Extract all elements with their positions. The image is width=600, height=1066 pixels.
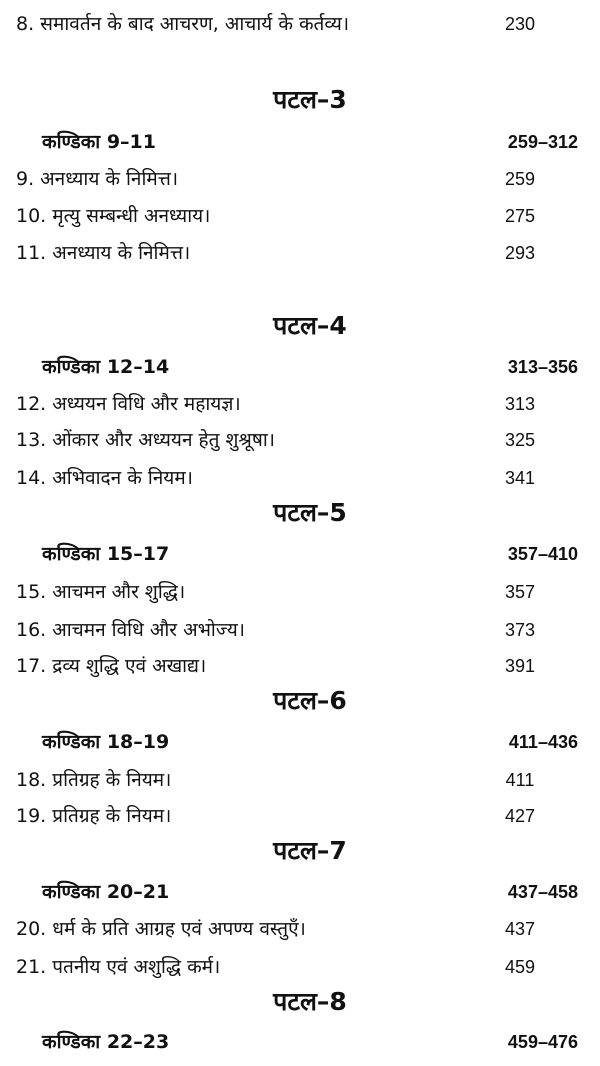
entry-page-number: 391 (504, 656, 536, 676)
kandika-range-row (0, 124, 600, 160)
entry-page-number: 259 (504, 169, 536, 189)
entry-title: 17. द्रव्य शुद्धि एवं अखाद्य। (16, 655, 207, 677)
entry-title: 18. प्रतिग्रह के नियम। (16, 769, 172, 791)
entry-page-number: 313 (504, 394, 536, 414)
kandika-range-row (0, 874, 600, 910)
kandika-page-range: 411–436 (508, 732, 578, 752)
section-heading-patal-4: पटल–4 (273, 311, 347, 340)
toc-entry (0, 161, 600, 197)
kandika-range-label: कण्डिका 12–14 (42, 356, 170, 378)
toc-entry (0, 574, 600, 610)
toc-entry (0, 235, 600, 271)
section-heading-patal-3: पटल–3 (273, 85, 347, 114)
section-heading-patal-7: पटल–7 (273, 836, 347, 865)
kandika-range-label: कण्डिका 15–17 (42, 543, 170, 565)
toc-entry (0, 612, 600, 648)
toc-entry (0, 798, 600, 834)
kandika-page-range: 437–458 (507, 882, 578, 902)
entry-title: 16. आचमन विधि और अभोज्य। (16, 619, 245, 641)
entry-page-number: 357 (504, 582, 536, 602)
entry-title: 15. आचमन और शुद्धि। (16, 581, 186, 603)
toc-entry (0, 762, 600, 798)
entry-page-number: 411 (505, 770, 535, 790)
entry-title: 12. अध्ययन विधि और महायज्ञ। (16, 393, 241, 415)
kandika-range-row (0, 1024, 600, 1060)
kandika-range-label: कण्डिका 18–19 (42, 731, 170, 753)
kandika-page-range: 357–410 (507, 544, 578, 564)
toc-entry (0, 6, 600, 42)
entry-page-number: 293 (504, 243, 536, 263)
entry-page-number: 230 (504, 14, 536, 34)
entry-page-number: 325 (504, 430, 536, 450)
entry-title: 20. धर्म के प्रति आग्रह एवं अपण्य वस्तुएँ। (16, 918, 306, 940)
kandika-range-label: कण्डिका 9–11 (42, 131, 156, 153)
toc-entry (0, 422, 600, 458)
kandika-range-row (0, 536, 600, 572)
entry-page-number: 275 (504, 206, 536, 226)
entry-title: 13. ओंकार और अध्ययन हेतु शुश्रूषा। (16, 429, 275, 451)
section-heading-patal-5: पटल–5 (273, 498, 347, 527)
kandika-page-range: 313–356 (507, 357, 578, 377)
toc-entry (0, 648, 600, 684)
toc-entry (0, 911, 600, 947)
entry-page-number: 427 (504, 806, 536, 826)
kandika-range-row (0, 349, 600, 385)
entry-page-number: 373 (504, 620, 536, 640)
toc-entry (0, 460, 600, 496)
entry-title: 10. मृत्यु सम्बन्धी अनध्याय। (16, 205, 211, 227)
entry-title: 9. अनध्याय के निमित्त। (16, 168, 179, 190)
kandika-range-row (0, 724, 600, 760)
entry-page-number: 459 (504, 957, 536, 977)
kandika-range-label: कण्डिका 20–21 (42, 881, 170, 903)
section-heading-patal-6: पटल–6 (273, 686, 347, 715)
kandika-page-range: 459–476 (507, 1032, 578, 1052)
toc-entry (0, 949, 600, 985)
entry-title: 11. अनध्याय के निमित्त। (16, 242, 191, 264)
entry-page-number: 437 (504, 919, 536, 939)
entry-page-number: 341 (504, 468, 536, 488)
entry-title: 14. अभिवादन के नियम। (16, 467, 193, 489)
kandika-page-range: 259–312 (507, 132, 578, 152)
entry-title: 21. पतनीय एवं अशुद्धि कर्म। (16, 956, 221, 978)
toc-entry (0, 386, 600, 422)
kandika-range-label: कण्डिका 22–23 (42, 1031, 170, 1053)
toc-entry (0, 198, 600, 234)
entry-title: 8. समावर्तन के बाद आचरण, आचार्य के कर्तव्य। (16, 13, 350, 35)
entry-title: 19. प्रतिग्रह के नियम। (16, 805, 172, 827)
section-heading-patal-8: पटल–8 (273, 987, 347, 1016)
